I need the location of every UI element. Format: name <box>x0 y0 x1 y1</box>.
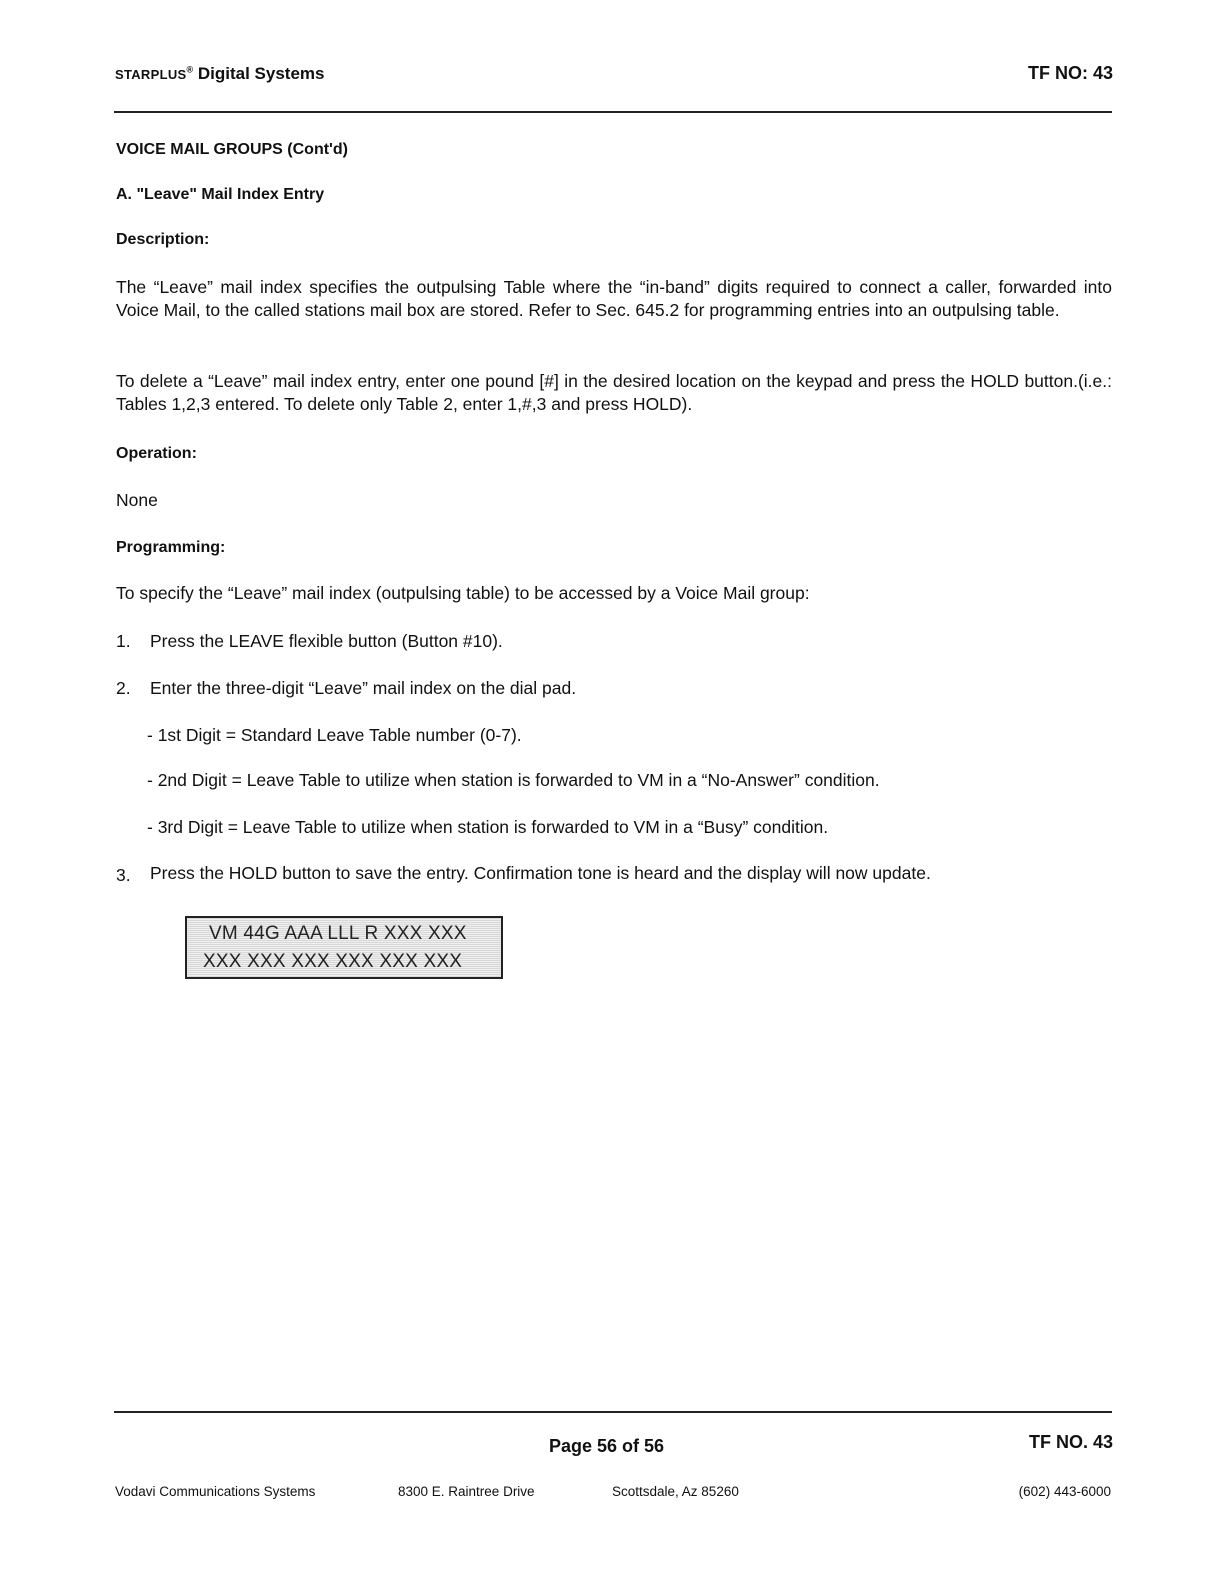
lcd-display <box>185 916 503 979</box>
footer-address: 8300 E. Raintree Drive <box>398 1484 535 1499</box>
section-title: VOICE MAIL GROUPS (Cont'd) <box>116 141 348 158</box>
step-1-number: 1. <box>116 631 131 651</box>
digit-1-description: - 1st Digit = Standard Leave Table number (0-7). <box>147 725 522 745</box>
footer-city: Scottsdale, Az 85260 <box>612 1484 739 1499</box>
step-2-number: 2. <box>116 678 131 698</box>
footer-rule <box>114 1411 1112 1413</box>
footer-tf-number: TF NO. 43 <box>1028 1432 1113 1452</box>
brand-suffix: Digital Systems <box>193 64 325 83</box>
operation-label: Operation: <box>116 445 197 462</box>
page-number: Page 56 of 56 <box>549 1436 665 1456</box>
operation-text: None <box>116 490 158 510</box>
header-rule <box>114 111 1112 113</box>
digit-2-description: - 2nd Digit = Leave Table to utilize when station is forwarded to VM in a “No-Answer” condition. <box>147 770 880 790</box>
programming-intro: To specify the “Leave” mail index (outpulsing table) to be accessed by a Voice Mail group: <box>116 583 810 603</box>
step-2-text: Enter the three-digit “Leave” mail index on the dial pad. <box>150 678 577 698</box>
registered-mark: ® <box>186 64 194 75</box>
description-paragraph-2: To delete a “Leave” mail index entry, enter one pound [#] in the desired location on the keypad and press the HOLD button.(i.e.: Tables 1,2,3 entered. To delete only Table 2, enter 1,#,3 and press HOLD). <box>116 371 1112 414</box>
lcd-line-2: XXX XXX XXX XXX XXX XXX <box>203 951 463 972</box>
footer-company: Vodavi Communications Systems <box>115 1484 316 1499</box>
description-paragraph-1: The “Leave” mail index specifies the outpulsing Table where the “in-band” digits required to connect a caller, forwarded into Voice Mail, to the called stations mail box are stored. Refer to Sec. 645.2 for programming entries into an outpulsing table. <box>116 277 1112 320</box>
step-3-text: Press the HOLD button to save the entry. Confirmation tone is heard and the display will now update. <box>150 863 931 883</box>
header-tf-number: TF NO: 43 <box>1027 63 1113 83</box>
lcd-line-1: VM 44G AAA LLL R XXX XXX <box>209 923 467 944</box>
footer-phone: (602) 443-6000 <box>1018 1484 1111 1499</box>
subsection-title: A. "Leave" Mail Index Entry <box>116 186 325 203</box>
brand-name: STARPLUS <box>115 67 187 82</box>
description-label: Description: <box>116 231 210 248</box>
programming-label: Programming: <box>116 539 226 556</box>
digit-3-description: - 3rd Digit = Leave Table to utilize when station is forwarded to VM in a “Busy” condition. <box>147 817 829 837</box>
step-1-text: Press the LEAVE flexible button (Button #10). <box>150 631 503 651</box>
step-3-number: 3. <box>116 865 131 885</box>
header-brand <box>115 64 324 84</box>
